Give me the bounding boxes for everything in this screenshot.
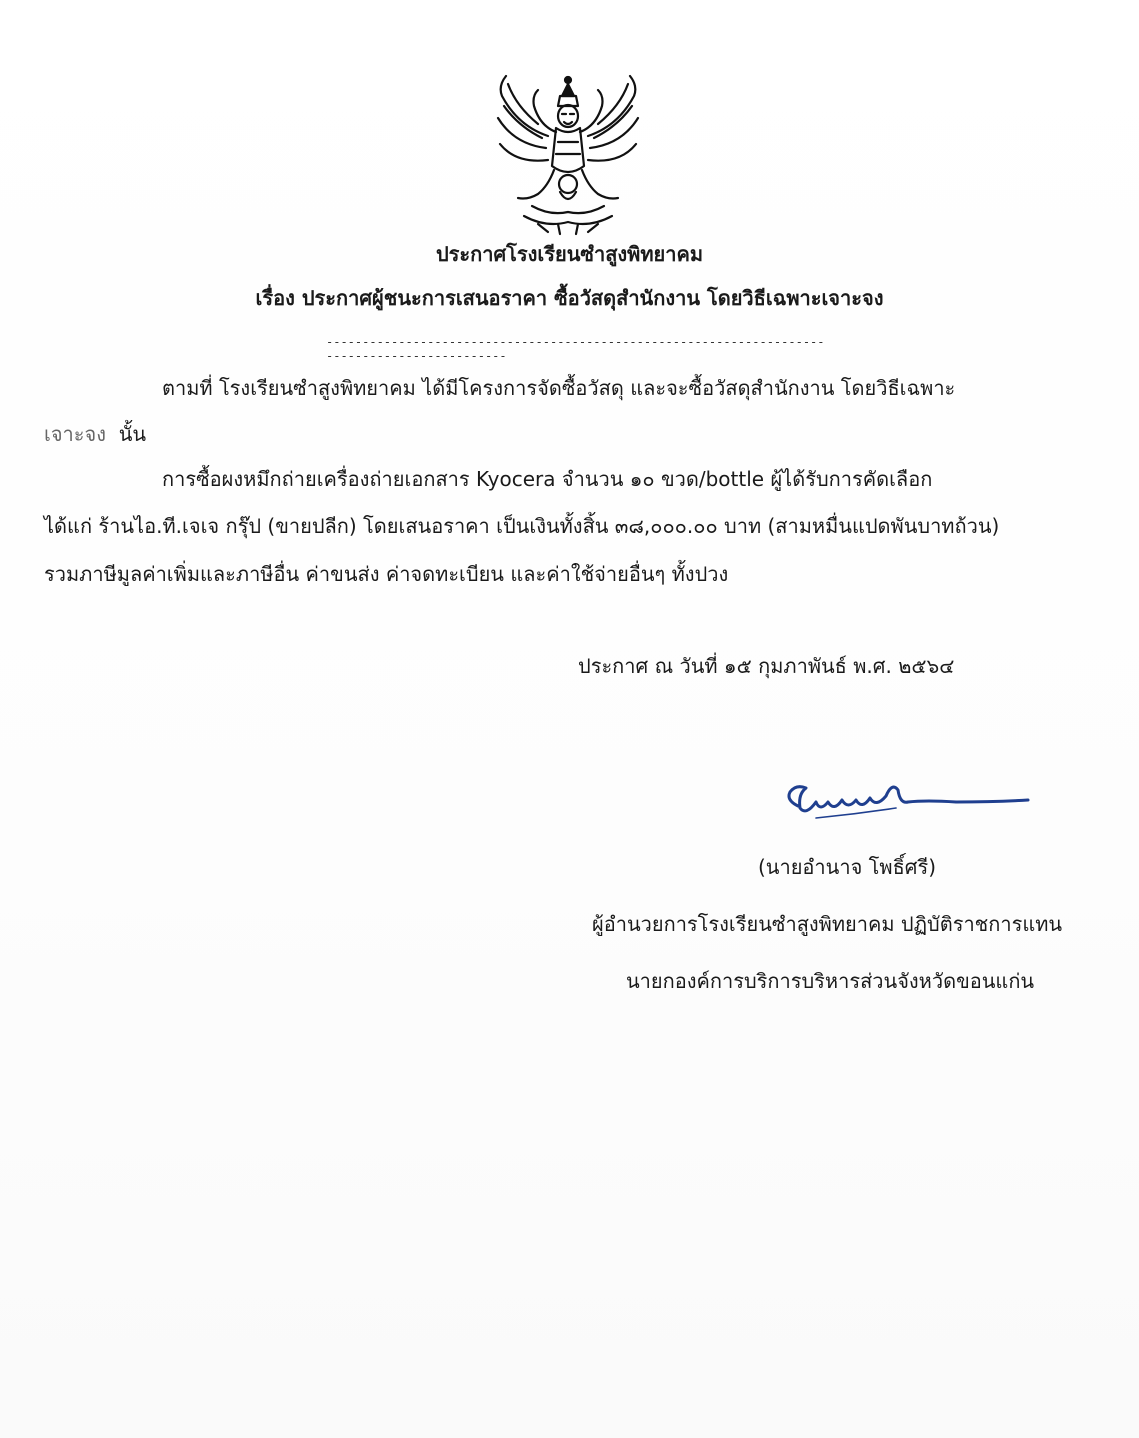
announcement-date: ประกาศ ณ วันที่ ๑๕ กุมภาพันธ์ พ.ศ. ๒๕๖๔ (578, 654, 955, 678)
signatory-name: (นายอำนาจ โพธิ์ศรี) (758, 855, 937, 879)
body-paragraph-2-part1: เจาะจง (44, 422, 107, 446)
handwritten-signature (776, 778, 1032, 830)
body-paragraph-1: ตามที่ โรงเรียนซำสูงพิทยาคม ได้มีโครงการจัดซื้อวัสดุ และจะซื้อวัสดุสำนักงาน โดยวิธีเฉพาะ (162, 376, 956, 400)
body-paragraph-5: รวมภาษีมูลค่าเพิ่มและภาษีอื่น ค่าขนส่ง ค่าจดทะเบียน และค่าใช้จ่ายอื่นๆ ทั้งปวง (44, 562, 729, 586)
body-paragraph-2 (44, 420, 146, 448)
garuda-emblem-icon (488, 66, 648, 236)
body-paragraph-2-part2: นั้น (118, 422, 147, 446)
signatory-position-1: ผู้อำนวยการโรงเรียนซำสูงพิทยาคม ปฏิบัติราชการแทน (592, 912, 1063, 936)
announcement-subject: เรื่อง ประกาศผู้ชนะการเสนอราคา ซื้อวัสดุสำนักงาน โดยวิธีเฉพาะเจาะจง (255, 286, 884, 310)
body-paragraph-4: ได้แก่ ร้านไอ.ที.เจเจ กรุ๊ป (ขายปลีก) โดยเสนอราคา เป็นเงินทั้งสิ้น ๓๘,๐๐๐.๐๐ บาท (สามหมื่นแปดพันบาทถ้วน) (44, 514, 1000, 538)
body-paragraph-3: การซื้อผงหมึกถ่ายเครื่องถ่ายเอกสาร Kyocera จำนวน ๑๐ ขวด/bottle ผู้ได้รับการคัดเลือก (162, 467, 933, 491)
announcement-title: ประกาศโรงเรียนซำสูงพิทยาคม (435, 242, 704, 266)
signatory-position-2: นายกองค์การบริการบริหารส่วนจังหวัดขอนแก่น (626, 969, 1035, 993)
separator-line: ---------------------------------------------------------------------------------------------- (326, 335, 825, 363)
